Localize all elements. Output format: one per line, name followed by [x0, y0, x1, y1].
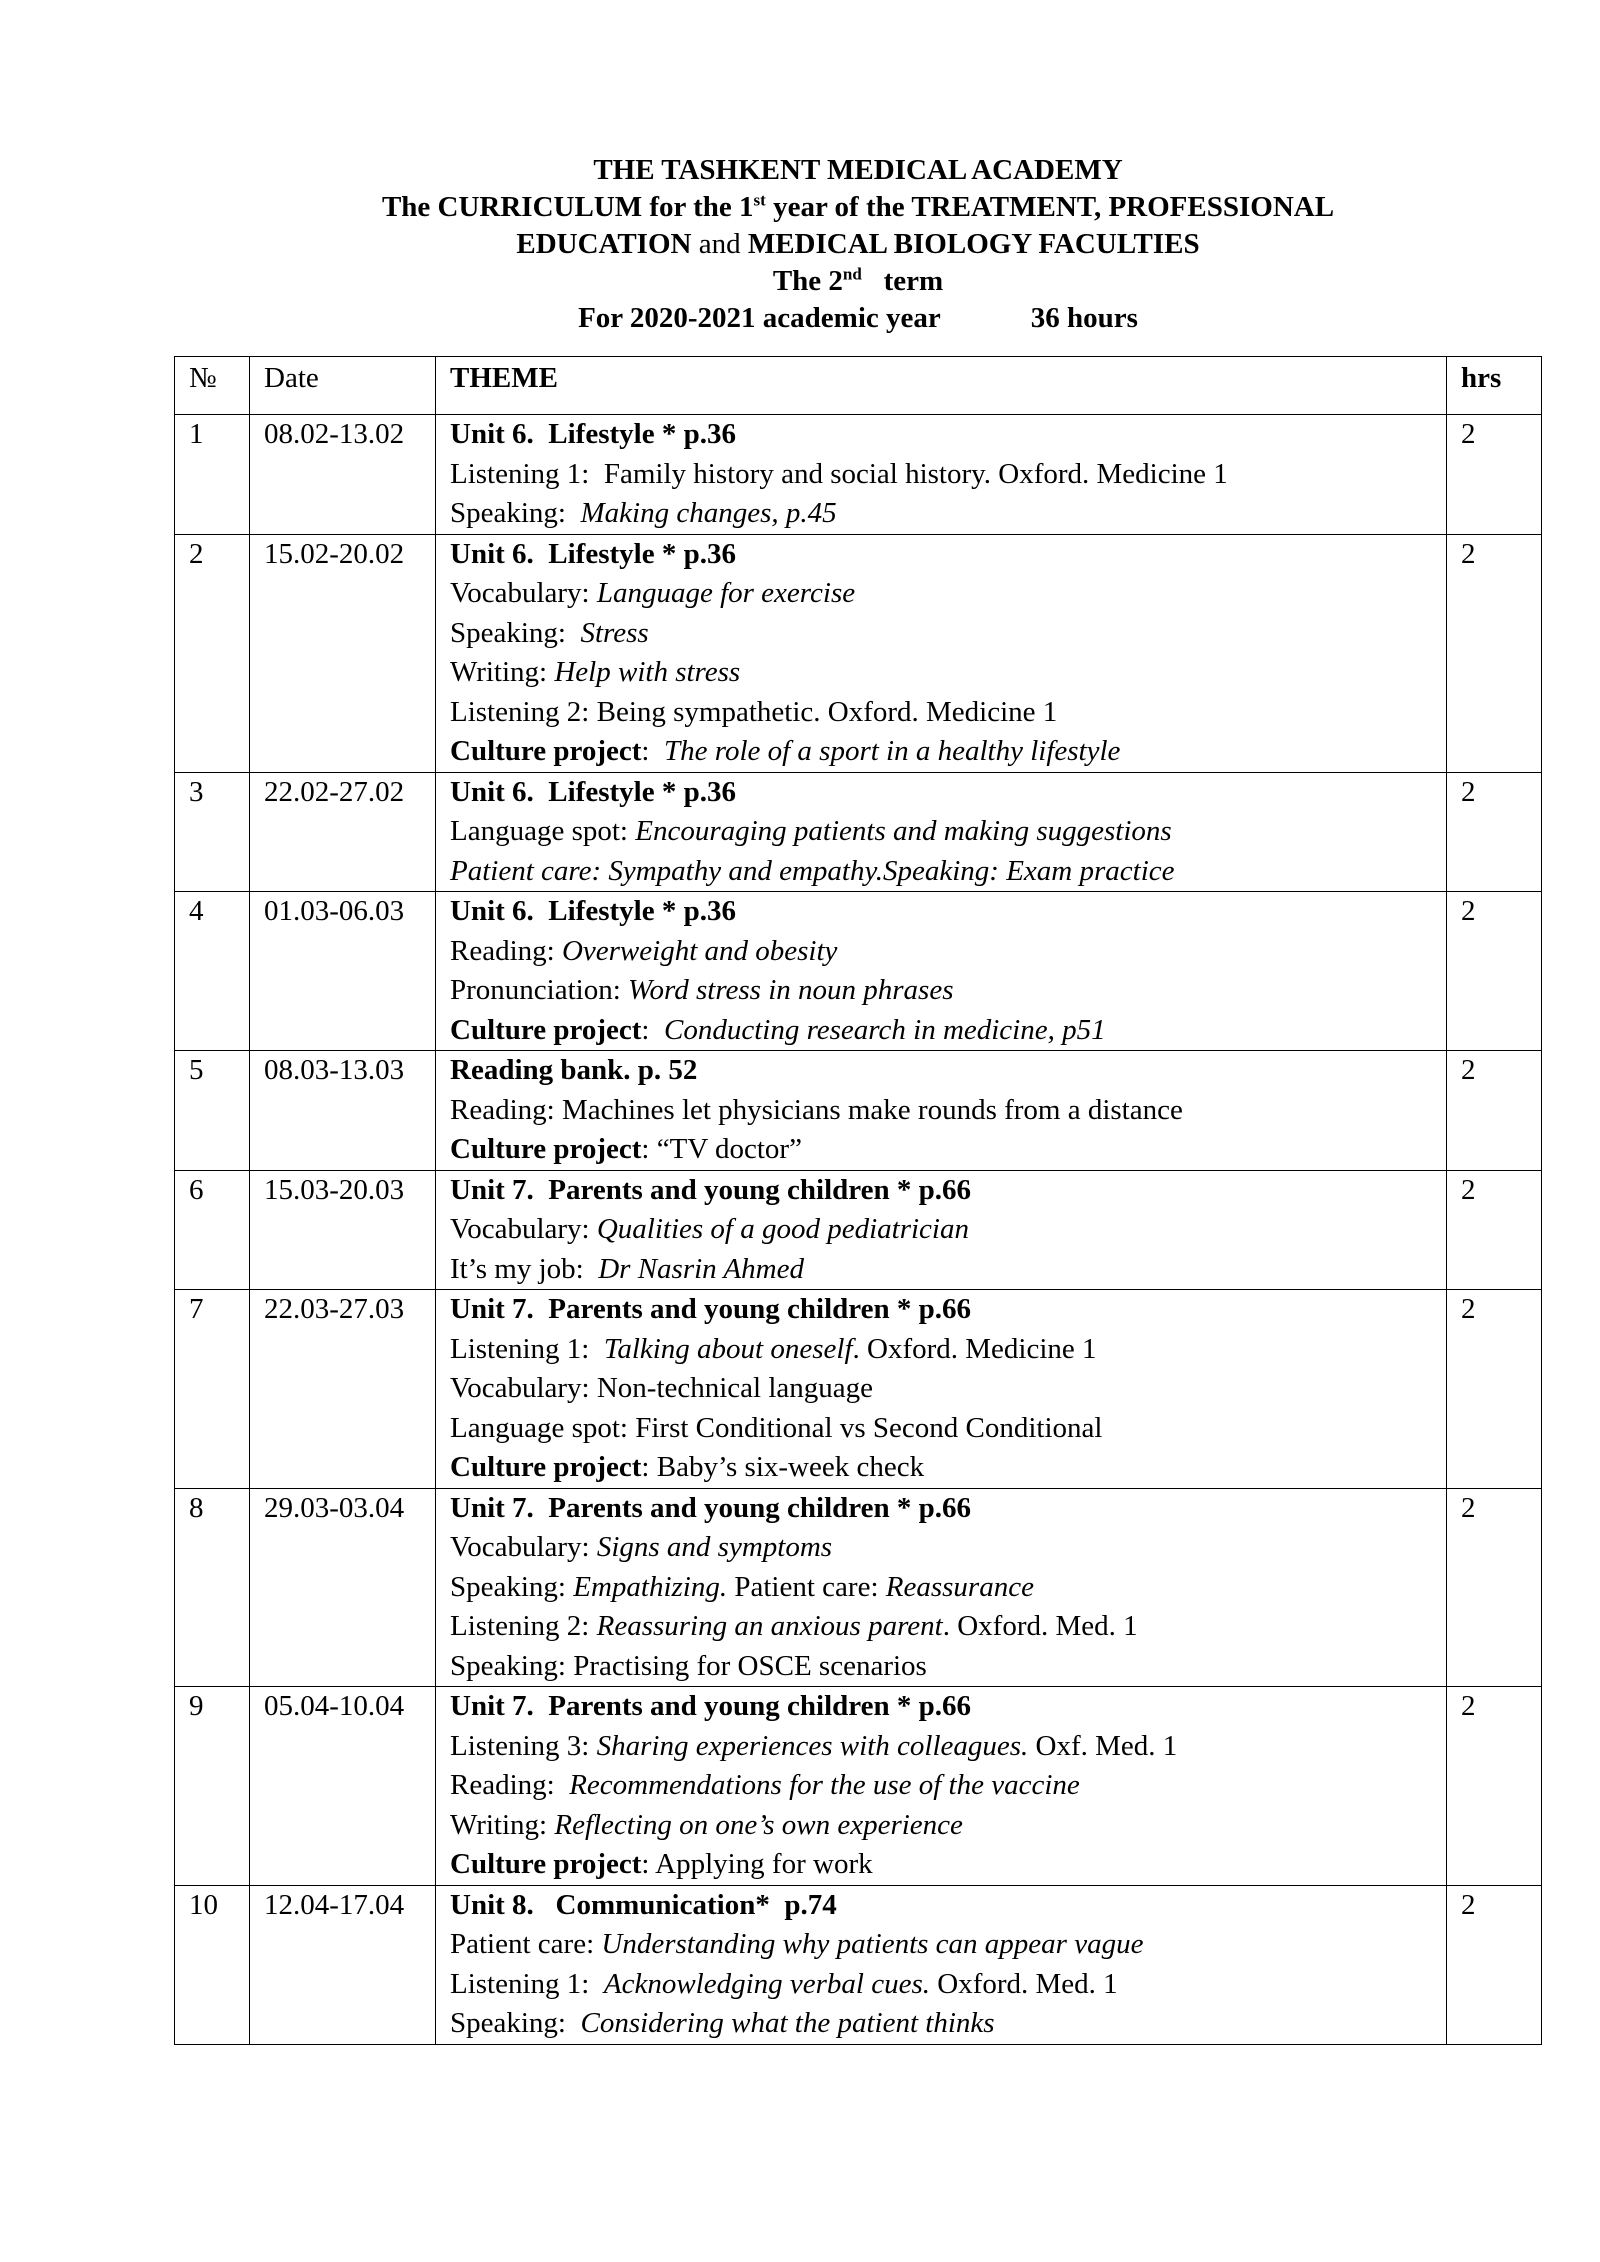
theme-text-segment: Listening 1: [450, 1967, 604, 2000]
theme-line [450, 1171, 1432, 1211]
theme-text-segment: Understanding why patients can appear vague [601, 1928, 1144, 1960]
row-date: 05.04-10.04 [250, 1687, 436, 1886]
table-row [175, 1488, 1542, 1687]
theme-text-segment: Unit 8. Communication* p.74 [450, 1888, 837, 1921]
theme-line [450, 535, 1432, 575]
theme-text-segment: Culture project [450, 1451, 642, 1483]
theme-text-segment: Language spot: First Conditional vs Second Conditional [450, 1411, 1103, 1444]
theme-text-segment: Listening 2: Being sympathetic. Oxford. Medicine 1 [450, 695, 1058, 728]
theme-line [450, 653, 1432, 693]
row-date: 12.04-17.04 [250, 1885, 436, 2044]
theme-text-segment: Empathizing. [573, 1570, 728, 1603]
theme-text-segment: Oxf. Med. 1 [1028, 1729, 1178, 1762]
theme-text-segment: Reading: [450, 934, 562, 967]
row-date: 22.02-27.02 [250, 772, 436, 892]
theme-text-segment: Speaking: [450, 2007, 581, 2039]
ordinal-suffix-first: st [753, 190, 766, 210]
theme-text-segment: . Oxford. Med. 1 [942, 1610, 1138, 1642]
theme-line [450, 773, 1432, 813]
curriculum-table [174, 356, 1542, 2045]
theme-text-segment: Considering what the patient thinks [580, 2007, 995, 2039]
theme-text-segment: Unit 7. Parents and young children * p.66 [450, 1491, 972, 1524]
theme-text-segment: Listening 3: [450, 1729, 597, 1762]
theme-text-segment: Listening 1: [450, 1332, 604, 1365]
ordinal-suffix-second: nd [842, 264, 862, 284]
theme-text-segment: : “TV doctor” [641, 1133, 802, 1165]
theme-text-segment: Reassuring an anxious parent [596, 1610, 943, 1642]
theme-text-segment: Unit 7. Parents and young children * p.66 [450, 1173, 972, 1206]
row-date: 08.02-13.02 [250, 415, 436, 535]
academic-year-line [174, 300, 1542, 337]
row-hours: 2 [1447, 1488, 1542, 1687]
theme-line [450, 614, 1432, 654]
theme-text-segment: Signs and symptoms [596, 1531, 833, 1563]
theme-line [450, 1766, 1432, 1806]
theme-text-segment: Reading bank. p. 52 [450, 1054, 698, 1086]
column-header-hours: hrs [1447, 357, 1542, 415]
theme-text-segment: Talking about oneself [603, 1332, 853, 1365]
table-row [175, 1051, 1542, 1171]
row-theme [436, 892, 1447, 1051]
theme-line [450, 1011, 1432, 1051]
theme-line [450, 1528, 1432, 1568]
theme-line [450, 1290, 1432, 1330]
row-theme [436, 1051, 1447, 1171]
faculties-conjunction: and [691, 228, 748, 260]
theme-text-segment: Speaking: Practising for OSCE scenarios [450, 1649, 927, 1682]
theme-line [450, 1130, 1432, 1170]
row-number: 7 [175, 1290, 250, 1489]
theme-text-segment: Unit 6. Lifestyle * p.36 [450, 895, 736, 927]
row-theme [436, 1290, 1447, 1489]
theme-text-segment: Oxford. Med. 1 [930, 1967, 1118, 2000]
theme-text-segment: Patient care: [727, 1570, 886, 1603]
column-header-date: Date [250, 357, 436, 415]
row-date: 01.03-06.03 [250, 892, 436, 1051]
theme-text-segment: The role of a sport in a healthy lifestyle [663, 735, 1121, 767]
theme-line [450, 1806, 1432, 1846]
table-row [175, 534, 1542, 772]
faculty-medical-biology: MEDICAL BIOLOGY FACULTIES [747, 228, 1200, 260]
theme-line [450, 1330, 1432, 1370]
document-header [174, 152, 1542, 337]
theme-line [450, 1886, 1432, 1926]
row-hours: 2 [1447, 1290, 1542, 1489]
theme-text-segment: Unit 7. Parents and young children * p.66 [450, 1293, 972, 1325]
theme-line [450, 892, 1432, 932]
row-date: 08.03-13.03 [250, 1051, 436, 1171]
theme-text-segment: Recommendations for the use of the vaccine [569, 1769, 1080, 1801]
row-date: 22.03-27.03 [250, 1290, 436, 1489]
row-number: 8 [175, 1488, 250, 1687]
theme-line [450, 1489, 1432, 1529]
column-header-number: № [175, 357, 250, 415]
theme-line [450, 455, 1432, 495]
curriculum-title-part-1: The CURRICULUM for the 1 [381, 191, 754, 223]
theme-text-segment: Reading: Machines let physicians make rounds from a distance [450, 1093, 1183, 1126]
row-theme [436, 1488, 1447, 1687]
theme-text-segment: Qualities of a good pediatrician [596, 1213, 969, 1245]
row-hours: 2 [1447, 415, 1542, 535]
row-date: 29.03-03.04 [250, 1488, 436, 1687]
theme-text-segment: Stress [580, 616, 649, 649]
table-row [175, 1170, 1542, 1290]
theme-text-segment: Reassurance [885, 1570, 1034, 1603]
theme-text-segment: Help with stress [554, 656, 741, 688]
table-header-row [175, 357, 1542, 415]
theme-text-segment: Speaking: [450, 497, 581, 529]
theme-text-segment: Patient care: Sympathy and empathy.Speaking: Exam practice [450, 854, 1175, 887]
term-title-part-1: The 2 [772, 265, 843, 297]
row-hours: 2 [1447, 1051, 1542, 1171]
row-theme [436, 415, 1447, 535]
table-row [175, 772, 1542, 892]
theme-text-segment: Reflecting on one’s own experience [554, 1808, 963, 1841]
theme-line [450, 1568, 1432, 1608]
row-hours: 2 [1447, 1170, 1542, 1290]
theme-line [450, 852, 1432, 892]
theme-line [450, 1925, 1432, 1965]
theme-text-segment: Listening 2: [450, 1610, 597, 1642]
row-theme [436, 534, 1447, 772]
theme-text-segment: Unit 6. Lifestyle * p.36 [450, 775, 736, 808]
row-theme [436, 772, 1447, 892]
row-date: 15.02-20.02 [250, 534, 436, 772]
column-header-theme: THEME [436, 357, 1447, 415]
row-number: 3 [175, 772, 250, 892]
theme-text-segment: Unit 6. Lifestyle * p.36 [450, 418, 736, 450]
table-row [175, 892, 1542, 1051]
row-hours: 2 [1447, 1885, 1542, 2044]
academic-year: For 2020-2021 academic year [578, 302, 941, 334]
theme-text-segment: Sharing experiences with colleagues. [596, 1729, 1029, 1762]
theme-text-segment: Culture project [450, 1848, 642, 1880]
row-number: 6 [175, 1170, 250, 1290]
table-row [175, 1687, 1542, 1886]
faculties-title [174, 226, 1542, 263]
table-row [175, 1290, 1542, 1489]
theme-text-segment: Conducting research in medicine, p51 [663, 1013, 1106, 1046]
row-hours: 2 [1447, 892, 1542, 1051]
theme-line [450, 1607, 1432, 1647]
row-number: 4 [175, 892, 250, 1051]
term-title [174, 263, 1542, 300]
theme-line [450, 1250, 1432, 1290]
theme-line [450, 1409, 1432, 1449]
theme-text-segment: Vocabulary: Non-technical language [450, 1372, 874, 1404]
theme-text-segment: Writing: [450, 1808, 555, 1841]
row-hours: 2 [1447, 1687, 1542, 1886]
theme-text-segment: : Applying for work [641, 1848, 873, 1880]
theme-text-segment: Dr Nasrin Ahmed [598, 1252, 804, 1285]
theme-text-segment: Unit 7. Parents and young children * p.66 [450, 1690, 972, 1722]
table-row [175, 415, 1542, 535]
theme-line [450, 1091, 1432, 1131]
row-hours: 2 [1447, 772, 1542, 892]
theme-text-segment: Language for exercise [596, 577, 856, 609]
academy-title: THE TASHKENT MEDICAL ACADEMY [593, 154, 1123, 186]
row-number: 2 [175, 534, 250, 772]
theme-text-segment: Pronunciation: [450, 974, 629, 1006]
theme-text-segment: Word stress in noun phrases [628, 974, 954, 1006]
theme-text-segment: Writing: [450, 656, 555, 688]
theme-text-segment: Language spot: [450, 815, 636, 847]
theme-text-segment: : Baby’s six-week check [641, 1451, 925, 1483]
theme-text-segment: : [641, 735, 664, 767]
theme-text-segment: Unit 6. Lifestyle * p.36 [450, 537, 736, 570]
row-hours: 2 [1447, 534, 1542, 772]
theme-line [450, 812, 1432, 852]
theme-text-segment: Patient care: [450, 1928, 602, 1960]
table-row [175, 1885, 1542, 2044]
theme-text-segment: Speaking: [450, 616, 581, 649]
theme-line [450, 732, 1432, 772]
row-theme [436, 1170, 1447, 1290]
theme-text-segment: Vocabulary: [450, 577, 597, 609]
theme-text-segment: Vocabulary: [450, 1531, 597, 1563]
theme-text-segment: Culture project [450, 735, 642, 767]
theme-line [450, 971, 1432, 1011]
theme-text-segment: It’s my job: [450, 1252, 599, 1285]
theme-line [450, 1727, 1432, 1767]
faculty-education: EDUCATION [516, 228, 692, 260]
row-number: 9 [175, 1687, 250, 1886]
theme-line [450, 1647, 1432, 1687]
theme-line [450, 415, 1432, 455]
theme-line [450, 2004, 1432, 2044]
theme-text-segment: Encouraging patients and making suggestions [635, 815, 1172, 847]
theme-text-segment: Reading: [450, 1769, 570, 1801]
curriculum-title [174, 189, 1542, 226]
theme-text-segment: Making changes, p.45 [580, 497, 837, 529]
theme-text-segment: Speaking: [450, 1570, 574, 1603]
theme-line [450, 574, 1432, 614]
row-date: 15.03-20.03 [250, 1170, 436, 1290]
theme-line [450, 1051, 1432, 1091]
theme-text-segment: Listening 1: Family history and social history. Oxford. Medicine 1 [450, 457, 1228, 490]
theme-line [450, 1965, 1432, 2005]
theme-text-segment: : [641, 1013, 664, 1046]
theme-line [450, 1687, 1432, 1727]
theme-line [450, 494, 1432, 534]
theme-line [450, 1448, 1432, 1488]
theme-text-segment: Overweight and obesity [561, 934, 838, 967]
row-number: 1 [175, 415, 250, 535]
theme-text-segment: Culture project [450, 1133, 642, 1165]
curriculum-title-part-2: year of the TREATMENT, PROFESSIONAL [765, 191, 1335, 223]
theme-text-segment: . Oxford. Medicine 1 [852, 1332, 1097, 1365]
theme-line [450, 1369, 1432, 1409]
total-hours: 36 hours [1030, 302, 1138, 334]
term-title-part-2: term [861, 265, 944, 297]
theme-line [450, 1210, 1432, 1250]
theme-text-segment: Acknowledging verbal cues. [603, 1967, 931, 2000]
theme-line [450, 1845, 1432, 1885]
theme-line [450, 693, 1432, 733]
row-theme [436, 1885, 1447, 2044]
row-number: 10 [175, 1885, 250, 2044]
row-number: 5 [175, 1051, 250, 1171]
theme-line [450, 932, 1432, 972]
theme-text-segment: Culture project [450, 1013, 642, 1046]
theme-text-segment: Vocabulary: [450, 1213, 597, 1245]
row-theme [436, 1687, 1447, 1886]
